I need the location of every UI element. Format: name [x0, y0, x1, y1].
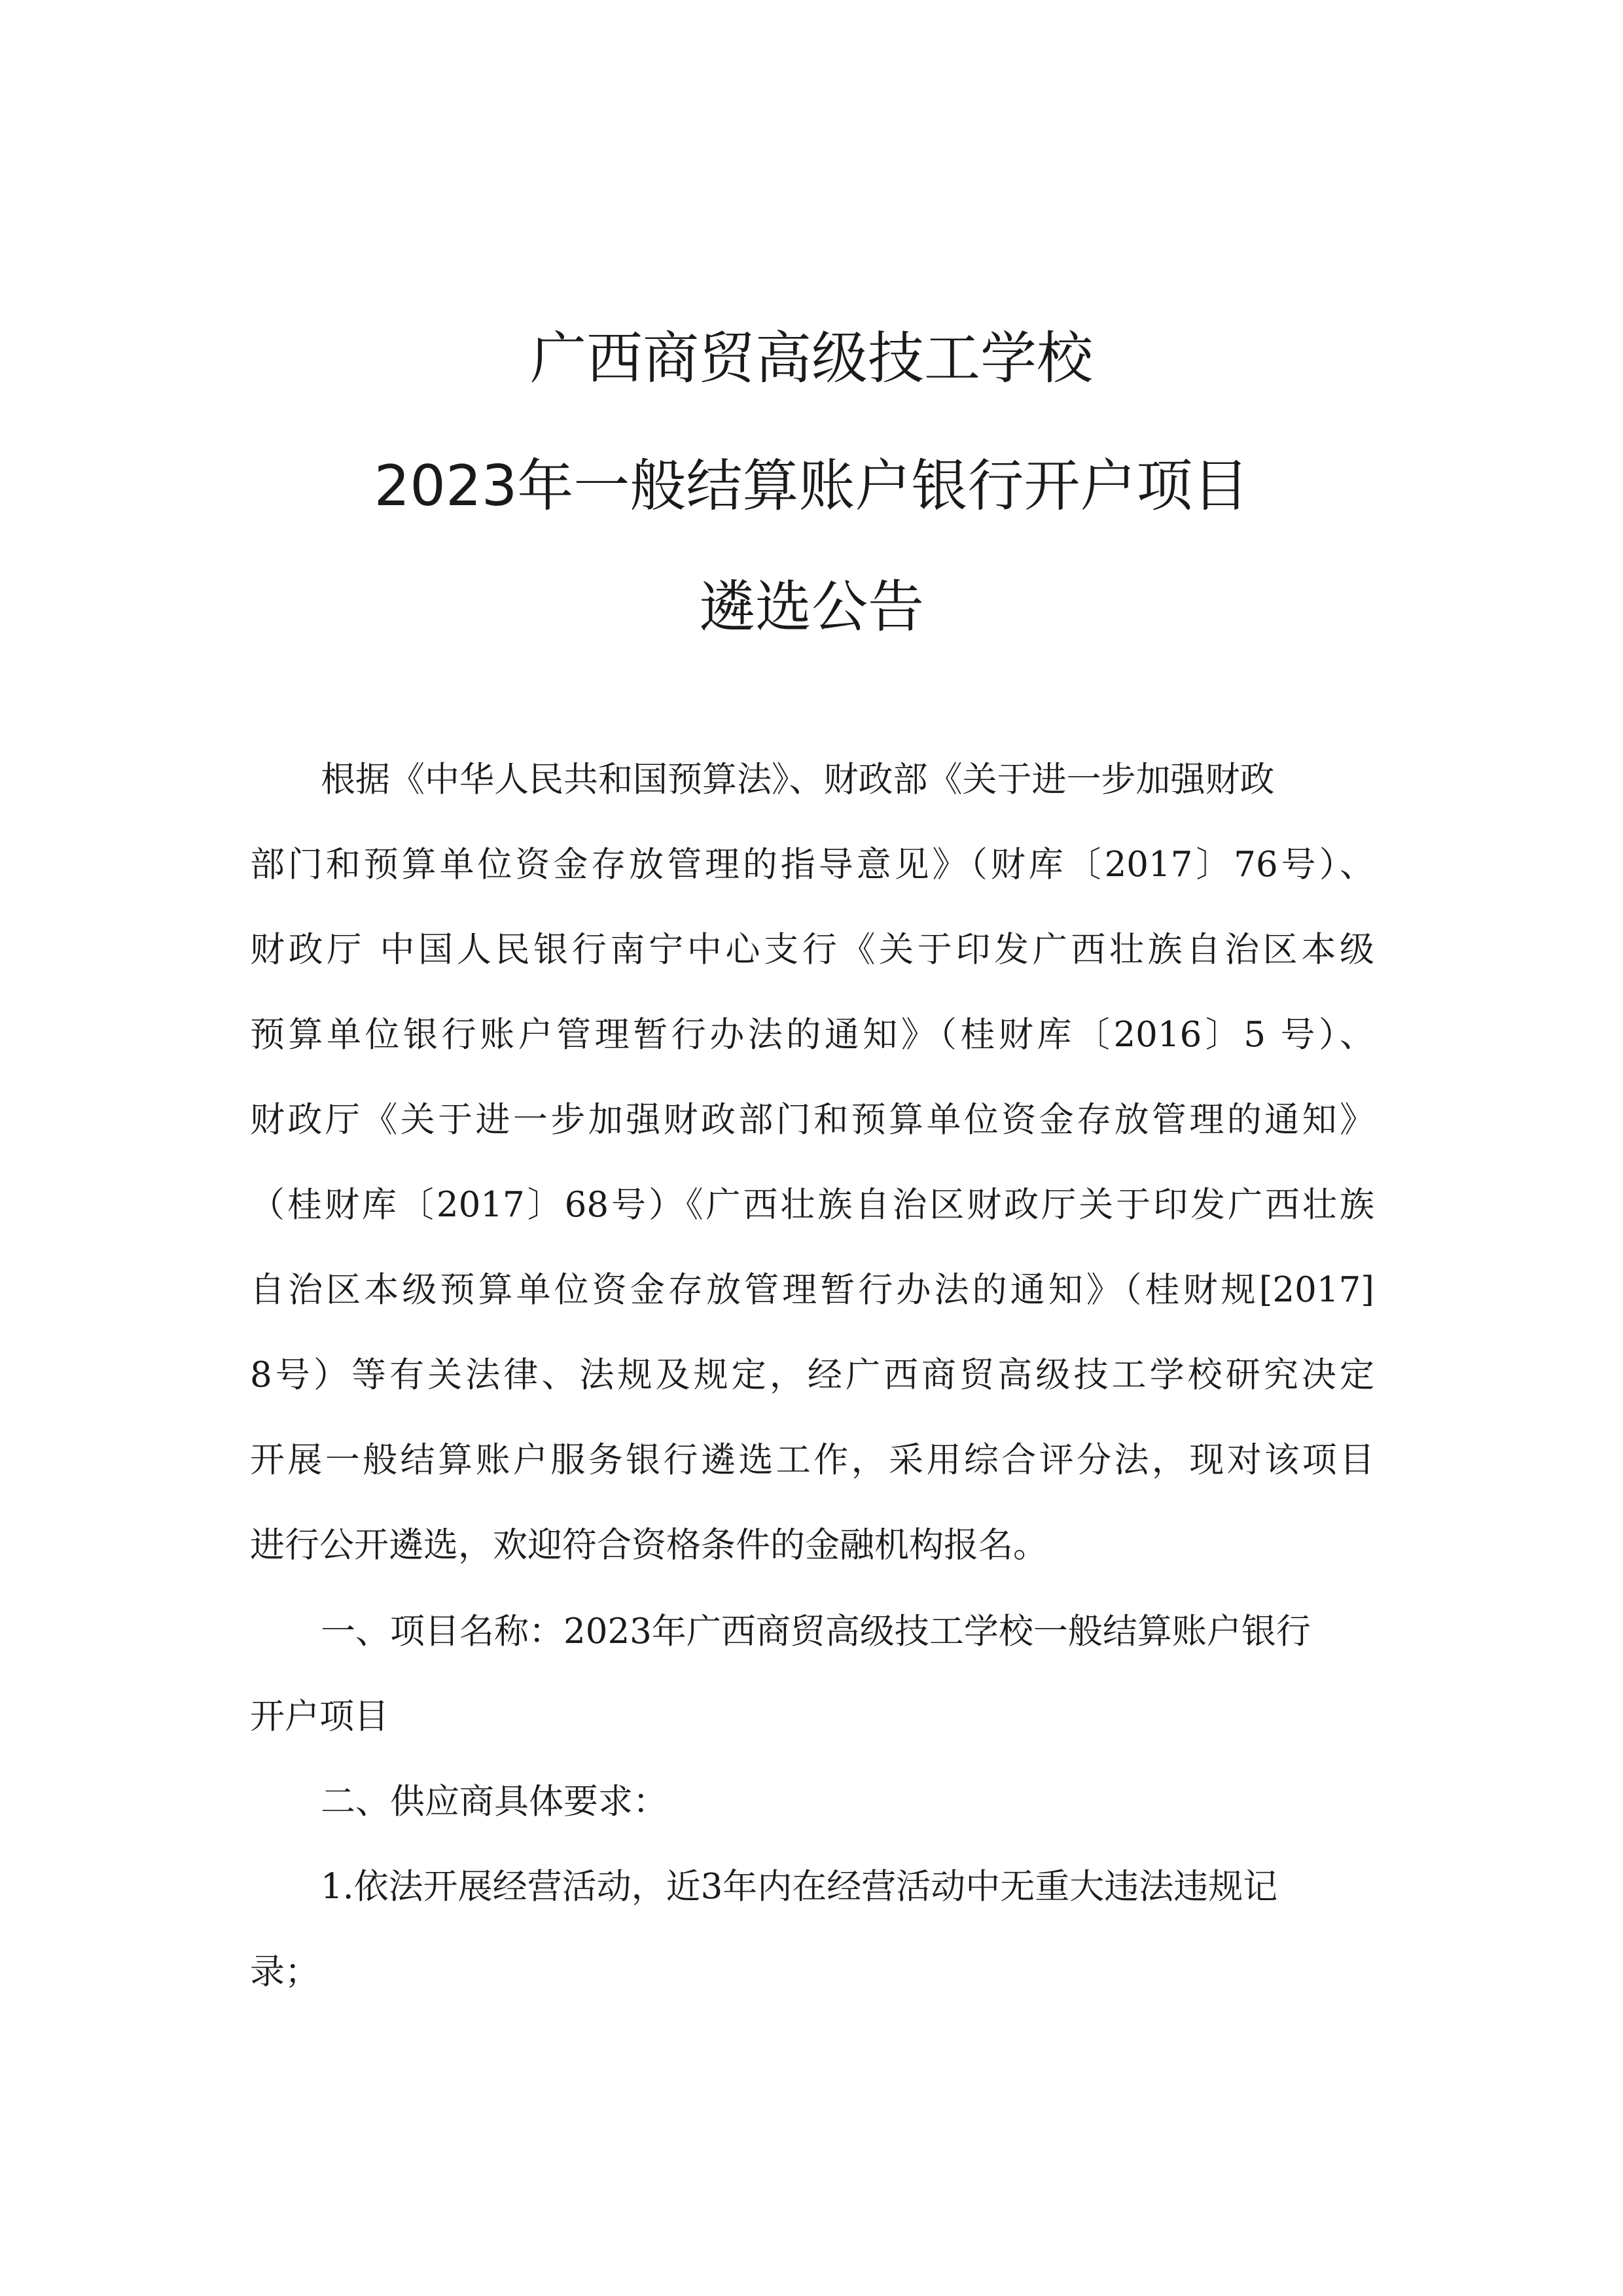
body-paragraph-line: 部门和预算单位资金存放管理的指导意见》（财库〔2017〕76号）、 — [250, 845, 1374, 885]
body-paragraph-line: 根据《中华人民共和国预算法》、财政部《关于进一步加强财政 — [321, 760, 1275, 800]
body-paragraph-line: 财政厅 中国人民银行南宁中心支行《关于印发广西壮族自治区本级 — [250, 930, 1374, 970]
section-heading-project-name: 一、项目名称：2023年广西商贸高级技工学校一般结算账户银行 — [321, 1612, 1311, 1651]
body-paragraph-line: 财政厅《关于进一步加强财政部门和预算单位资金存放管理的通知》 — [250, 1100, 1374, 1140]
body-paragraph-line: 录； — [250, 1952, 319, 1992]
requirement-item: 1.依法开展经营活动，近3年内在经营活动中无重大违法违规记 — [321, 1867, 1278, 1907]
body-paragraph-line: 8号）等有关法律、法规及规定，经广西商贸高级技工学校研究决定 — [250, 1355, 1374, 1395]
body-paragraph-line: 开户项目 — [250, 1697, 389, 1737]
body-paragraph-line: 预算单位银行账户管理暂行办法的通知》（桂财库〔2016〕5 号）、 — [250, 1015, 1374, 1055]
document-title-line-2: 2023年一般结算账户银行开户项目 — [374, 453, 1249, 519]
document-title-line-3: 遴选公告 — [699, 574, 924, 640]
document-title-line-1: 广西商贸高级技工学校 — [530, 326, 1093, 391]
section-heading-supplier-requirements: 二、供应商具体要求： — [321, 1782, 668, 1822]
body-paragraph-line: 开展一般结算账户服务银行遴选工作，采用综合评分法，现对该项目 — [250, 1440, 1374, 1480]
body-paragraph-line: （桂财库〔2017〕68号）《广西壮族自治区财政厅关于印发广西壮族 — [250, 1185, 1374, 1225]
body-paragraph-line: 自治区本级预算单位资金存放管理暂行办法的通知》（桂财规[2017] — [250, 1270, 1374, 1310]
body-paragraph-line: 进行公开遴选，欢迎符合资格条件的金融机构报名。 — [250, 1525, 1048, 1565]
